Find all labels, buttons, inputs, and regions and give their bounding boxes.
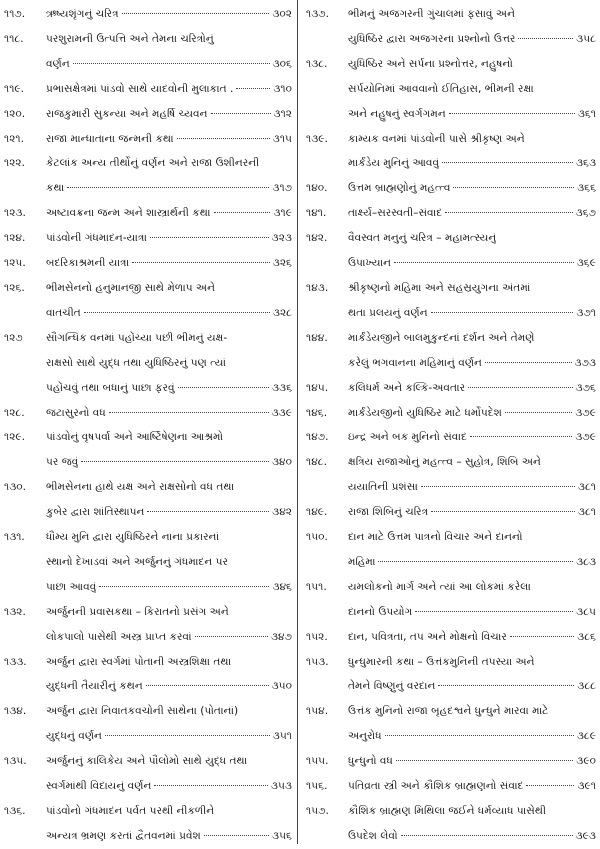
entry-number: ૧૫૪. xyxy=(306,705,329,718)
toc-entry xyxy=(306,401,596,426)
entry-title-line: યુદ્ધનું વર્ણન xyxy=(46,730,102,743)
entry-number: ૧૩૯. xyxy=(306,132,328,145)
entry-title-line: પાંડવોનો ગંધમાદન પર્વત પરથી નીકળીને xyxy=(46,805,215,817)
entry-page-number: ૩૫૮ xyxy=(576,32,596,45)
toc-entry xyxy=(306,575,596,625)
entry-number: ૧૧૮. xyxy=(4,32,24,45)
toc-entry xyxy=(4,425,292,475)
entry-number: ૧૫૫. xyxy=(306,755,329,768)
entry-title-line: કામ્યક વનમાં પાંડવોની પાસે શ્રીકૃષ્ણ અને xyxy=(348,132,525,145)
leader-dots xyxy=(378,561,573,562)
entry-page-number: ૩૯૩ xyxy=(575,829,596,842)
leader-dots xyxy=(109,412,269,413)
entry-title-line: પ્રભાસક્ષેત્રમાં પાંડવો સાથે યાદવોની મુલાકાત . xyxy=(46,82,234,95)
entry-title-line: અર્જુન દ્વારા સ્વર્ગમાં પોતાની અસ્ત્રશિક્ષા તથા xyxy=(46,655,232,668)
leader-dots xyxy=(147,511,269,512)
entry-title-line: યુદ્ધની તૈયારીનું કથન xyxy=(46,680,143,693)
leader-dots xyxy=(211,113,271,114)
leader-dots xyxy=(396,760,573,761)
entry-title-line: યયાતિની પ્રશંસા xyxy=(348,481,418,494)
entry-title-line: ભીમસેનનો હનુમાનજી સાથે મેળાપ અને xyxy=(46,281,216,294)
entry-number: ૧૨૫. xyxy=(4,257,26,270)
toc-entry xyxy=(306,774,596,799)
entry-title-line: ઋષ્યશૃંગનું ચરિત્ર xyxy=(46,8,119,20)
toc-entry xyxy=(4,699,292,749)
entry-title-line: અર્જુન દ્વારા નિવાતકવચોની સાથેના (પોતાનાં) xyxy=(46,705,239,718)
toc-entry xyxy=(4,127,292,152)
entry-number: ૧૨૯. xyxy=(4,431,26,444)
toc-column-right xyxy=(306,2,596,849)
entry-page-number: ૩૭૩ xyxy=(574,356,596,369)
entry-number: ૧૪૩. xyxy=(306,281,329,294)
leader-dots xyxy=(431,511,575,512)
leader-dots xyxy=(81,461,269,462)
toc-entry xyxy=(306,425,596,450)
entry-number: ૧૨૩. xyxy=(4,207,26,220)
leader-dots xyxy=(214,212,271,213)
leader-dots xyxy=(195,636,268,637)
entry-title-line: માર્કંડેય મુનિનું આવવું xyxy=(348,157,440,170)
entry-title-line: અન્યત્ર ભ્રમણ કરતાં દ્વૈતવનમાં પ્રવેશ xyxy=(46,829,201,842)
toc-entry xyxy=(4,475,292,525)
entry-title-line: કૌશિક બ્રાહ્મણ મિથિલા જઈને ધર્મવ્યાધ પાસેથી xyxy=(348,805,546,817)
toc-column-left xyxy=(4,2,292,849)
leader-dots xyxy=(105,735,270,736)
entry-title-line: અનુરોધ xyxy=(348,730,382,743)
toc-entry xyxy=(4,151,292,201)
entry-title-line: લોકપાલો પાસેથી અસ્ત્ર પ્રાપ્ત કરવાં xyxy=(46,630,192,643)
entry-title-line: વાતચીત xyxy=(46,306,81,319)
leader-dots xyxy=(505,412,572,413)
entry-page-number: ૩૧૫ xyxy=(272,132,292,145)
entry-title-line: સર્પયોનિમાં આવવાનો ઈતિહાસ, ભીમની રક્ષા xyxy=(348,82,534,95)
entry-page-number: ૩૯૧ xyxy=(577,780,596,793)
entry-page-number: ૩૯૦ xyxy=(576,755,596,768)
entry-title-line: રાજકુમારી સુકન્યા અને મહર્ષિ ચ્યવન xyxy=(46,107,208,120)
entry-page-number: ૩૨૬ xyxy=(272,257,292,270)
toc-entry xyxy=(4,77,292,102)
entry-number: ૧૪૪. xyxy=(306,331,328,344)
toc-entry xyxy=(306,52,596,127)
toc-entry xyxy=(4,276,292,326)
leader-dots xyxy=(468,387,573,388)
entry-title-line: પાંડવોનું વૃષપર્વા અને આર્ષ્ટિષેણના આશ્રમો xyxy=(46,431,224,444)
entry-page-number: ૩૬૯ xyxy=(576,257,596,270)
entry-page-number: ૩૬૬ xyxy=(577,182,596,195)
entry-number: ૧૩૨. xyxy=(4,605,26,618)
leader-dots xyxy=(177,138,270,139)
entry-page-number: ૩૨૮ xyxy=(272,306,292,319)
entry-page-number: ૩૭૯ xyxy=(575,431,596,444)
entry-page-number: ૩૫૩ xyxy=(270,780,292,793)
entry-number: ૧૩૪. xyxy=(4,705,27,718)
leader-dots xyxy=(431,312,574,313)
entry-title-line: બદરિકાશ્રમની યાત્રા xyxy=(46,257,130,270)
toc-entry xyxy=(306,749,596,774)
entry-page-number: ૩૩૬ xyxy=(271,381,292,394)
toc-entry xyxy=(306,376,596,401)
entry-title-line: અને નહુષનું સ્વર્ગગમન xyxy=(348,107,446,120)
toc-entry xyxy=(4,600,292,650)
leader-dots xyxy=(401,835,573,836)
entry-title-line: માર્કંડેયજીને બાલમુકુન્દનાં દર્શન અને તેમણે xyxy=(348,331,535,344)
entry-title-line: પાંડવોની ગંધમાદન-યાત્રા xyxy=(46,232,148,245)
entry-title-line: પાછા આવવું xyxy=(46,580,97,593)
entry-page-number: ૩૫૬ xyxy=(272,829,292,842)
entry-title-line: સૌગન્ધિક વનમાં પહોંચ્યા પછી ભીમનું યક્ષ- xyxy=(46,331,228,344)
leader-dots xyxy=(178,387,269,388)
entry-page-number: ૩૮૧ xyxy=(577,506,596,519)
leader-dots xyxy=(442,162,573,163)
leader-dots xyxy=(146,685,269,686)
entry-page-number: ૩૮૬ xyxy=(577,630,596,643)
entry-title-line: માર્કંડેયજીનો યુધિષ્ઠિર માટે ધર્મોપદેશ xyxy=(348,406,502,419)
toc-entry xyxy=(306,450,596,500)
entry-page-number: ૩૪૨ xyxy=(272,506,292,519)
entry-number: ૧૪૦. xyxy=(306,182,328,195)
toc-entry xyxy=(306,176,596,201)
toc-entry xyxy=(306,625,596,650)
entry-page-number: ૩૮૯ xyxy=(576,730,596,743)
toc-entry xyxy=(306,326,596,376)
entry-title-line: જટાસુરનો વધ xyxy=(46,406,106,419)
entry-title-line: યુધિષ્ઠિર દ્વારા અજગરના પ્રશ્નોનો ઉત્તર xyxy=(348,32,516,45)
entry-title-line: ઉપાખ્યાન xyxy=(348,257,392,270)
leader-dots xyxy=(385,735,574,736)
leader-dots xyxy=(453,187,574,188)
entry-title-line: અષ્ટાવક્રના જન્મ અને શાસ્ત્રાર્થની કથા xyxy=(46,207,211,220)
entry-number: ૧૫૬. xyxy=(306,780,328,793)
toc-entry xyxy=(306,699,596,749)
entry-page-number: ૩૫૦ xyxy=(271,680,292,693)
entry-title-line: ધુન્ધુનો વધ xyxy=(348,755,393,768)
entry-title-line: કરેલું ભગવાનના મહિમાનું વર્ણન xyxy=(348,356,482,369)
toc-entry xyxy=(4,650,292,700)
entry-title-line: સ્થાનો દેખાડવાં અને અર્જુનનું ગંધમાદન પર xyxy=(46,555,228,568)
entry-number: ૧૩૧. xyxy=(4,531,25,544)
entry-title-line: કથા xyxy=(46,182,65,195)
entry-number: ૧૨૭ xyxy=(4,331,23,344)
toc-entry xyxy=(4,799,292,849)
entry-page-number: ૩૮૩ xyxy=(576,555,596,568)
entry-title-line: ઉત્તંક મુનિનો રાજા બૃહદશ્વને ધુન્ધુને મારવા માટે xyxy=(348,705,549,718)
entry-title-line: કુબેર દ્વારા શાંતિસ્થાપન xyxy=(46,506,145,519)
entry-title-line: ક્ષત્રિય રાજાઓનું મહત્ત્વ – સુહોત્ર, શિબિ અને xyxy=(348,456,541,469)
entry-number: ૧૫૭. xyxy=(306,805,329,817)
entry-number: ૧૨૬. xyxy=(4,281,25,294)
entry-page-number: ૩૬૧ xyxy=(577,107,596,120)
leader-dots xyxy=(150,237,269,238)
toc-entry xyxy=(4,226,292,251)
toc-entry xyxy=(4,401,292,426)
entry-page-number: ૩૮૧ xyxy=(577,481,596,494)
column-divider xyxy=(297,0,298,844)
entry-number: ૧૩૬. xyxy=(4,805,26,817)
toc-entry xyxy=(4,2,292,27)
entry-number: ૧૪૭. xyxy=(306,431,329,444)
entry-title-line: કલિધર્મ અને કલ્કિ-અવતાર xyxy=(348,381,466,394)
toc-entry xyxy=(306,525,596,575)
entry-number: ૧૪૫. xyxy=(306,381,329,394)
entry-title-line: થતા પ્રલયનું વર્ણન xyxy=(348,306,428,319)
toc-entry xyxy=(4,102,292,127)
entry-number: ૧૫૧. xyxy=(306,580,327,593)
leader-dots xyxy=(470,436,572,437)
entry-title-line: વૈવસ્વત મનુનું ચરિત્ર – મહામત્સ્યનું xyxy=(348,232,497,245)
entry-page-number: ૩૭૧ xyxy=(576,306,596,319)
leader-dots xyxy=(449,113,575,114)
entry-title-line: તેમને વિષ્ણુનું વરદાન xyxy=(348,680,436,693)
entry-page-number: ૩૭૬ xyxy=(575,381,596,394)
entry-number: ૧૪૧. xyxy=(306,207,327,220)
entry-title-line: યમલોકનો માર્ગ અને ત્યાં આ લોકમાં કરેલા xyxy=(348,580,531,593)
leader-dots xyxy=(73,63,270,64)
entry-number: ૧૪૨. xyxy=(306,232,328,245)
toc-entry xyxy=(4,251,292,276)
entry-number: ૧૨૧. xyxy=(4,132,24,145)
entry-page-number: ૩૫૧ xyxy=(272,730,292,743)
entry-number: ૧૩૭. xyxy=(306,8,329,20)
entry-title-line: પરશુરામની ઉત્પત્તિ અને તેમના ચરિત્રોનું xyxy=(46,32,214,45)
entry-title-line: સ્વર્ગમાંથી વિદાયનું વર્ણન xyxy=(46,780,152,793)
toc-entry xyxy=(4,201,292,226)
entry-page-number: ૩૬૩ xyxy=(575,157,596,170)
entry-title-line: રાજા શિબિનું ચરિત્ર xyxy=(348,506,429,519)
entry-page-number: ૩૨૩ xyxy=(271,232,292,245)
entry-page-number: ૩૦૬ xyxy=(272,57,292,70)
entry-page-number: ૩૧૦ xyxy=(273,82,292,95)
leader-dots xyxy=(485,362,572,363)
entry-title-line: વર્ણન xyxy=(46,57,70,70)
entry-title-line: અર્જુનની પ્રવાસકથા – કિરાતનો પ્રસંગ અને xyxy=(46,605,229,618)
leader-dots xyxy=(122,13,270,14)
toc-entry xyxy=(4,749,292,799)
entry-title-line: કેટલાંક અન્ય તીર્થોનું વર્ણન અને રાજા ઉશીનરની xyxy=(46,157,260,170)
leader-dots xyxy=(421,486,575,487)
entry-page-number: ૩૪૦ xyxy=(271,456,292,469)
entry-number: ૧૩૩. xyxy=(4,655,27,668)
entry-number: ૧૪૮. xyxy=(306,456,327,469)
entry-number: ૧૫૨. xyxy=(306,630,328,643)
leader-dots xyxy=(132,262,270,263)
entry-title-line: દાનનો ઉપયોગ xyxy=(348,605,413,618)
entry-page-number: ૩૬૭ xyxy=(575,207,596,220)
entry-page-number: ૩૭૯ xyxy=(575,406,596,419)
toc-entry xyxy=(306,650,596,700)
entry-number: ૧૪૯. xyxy=(306,506,328,519)
leader-dots xyxy=(394,262,574,263)
entry-number: ૧૫૩. xyxy=(306,655,329,668)
leader-dots xyxy=(154,785,268,786)
toc-entry xyxy=(4,27,292,77)
toc-entry xyxy=(306,226,596,276)
entry-title-line: પહોંચવું તથા બધાનું પાછા ફરવું xyxy=(46,381,175,394)
leader-dots xyxy=(415,611,573,612)
leader-dots xyxy=(67,187,269,188)
entry-page-number: ૩૪૭ xyxy=(271,630,292,643)
entry-page-number: ૩૪૬ xyxy=(272,580,292,593)
toc-entry xyxy=(306,127,596,177)
toc-entry xyxy=(4,525,292,600)
entry-number: ૧૩૦. xyxy=(4,481,26,494)
entry-title-line: ભીમસેનના હાથે યક્ષ અને રાક્ષસોનો વધ તથા xyxy=(46,481,235,494)
toc-entry xyxy=(4,326,292,401)
entry-title-line: અર્જુનનું કાલિકેય અને પૌલોમો સાથે યુદ્ધ તથા xyxy=(46,755,248,768)
entry-title-line: શ્રીકૃષ્ણનો મહિમા અને સહસ્રયુગના અંતમાં xyxy=(348,281,531,294)
entry-number: ૧૨૦. xyxy=(4,107,26,120)
entry-page-number: ૩૩૯ xyxy=(271,406,292,419)
entry-title-line: ધુન્ધુમારની કથા – ઉત્તંકમુનિની તપસ્યા અને xyxy=(348,655,535,668)
entry-page-number: ૩૦૨ xyxy=(272,8,292,20)
entry-page-number: ૩૮૮ xyxy=(577,680,596,693)
leader-dots xyxy=(445,212,572,213)
entry-number: ૧૫૦. xyxy=(306,531,328,544)
entry-title-line: દાન, પવિત્રતા, તપ અને મોક્ષનો વિચાર xyxy=(348,630,507,643)
entry-title-line: દાન માટે ઉત્તમ પાત્રનો વિચાર અને દાનનો xyxy=(348,531,523,544)
leader-dots xyxy=(438,685,574,686)
toc-entry xyxy=(306,201,596,226)
entry-title-line: રાક્ષસો સાથે યુદ્ધ તથા યુધિષ્ઠિરનું પણ ત્યાં xyxy=(46,356,226,369)
entry-number: ૧૪૬. xyxy=(306,406,328,419)
entry-page-number: ૩૧૯ xyxy=(273,207,292,220)
toc-entry xyxy=(306,799,596,849)
entry-title-line: રાજા માન્ધાતાના જન્મની કથા xyxy=(46,132,174,145)
entry-title-line: ભીમનું અજગરની ગુંચાલમાં ફસાવું અને xyxy=(348,8,515,20)
entry-number: ૧૨૮. xyxy=(4,406,25,419)
entry-page-number: ૩૧૭ xyxy=(272,182,292,195)
leader-dots xyxy=(510,636,574,637)
leader-dots xyxy=(84,312,270,313)
leader-dots xyxy=(204,835,269,836)
leader-dots xyxy=(236,88,270,89)
leader-dots xyxy=(518,38,573,39)
entry-title-line: તાર્ક્ષ્ય–સરસ્વતી–સંવાદ xyxy=(348,207,443,220)
entry-title-line: ઇન્દ્ર અને બક મુનિનો સંવાદ xyxy=(348,431,467,444)
entry-title-line: ઉપદેશ લેવો xyxy=(348,829,398,842)
entry-number: ૧૩૮. xyxy=(306,57,328,70)
entry-number: ૧૨૨. xyxy=(4,157,25,170)
toc-entry xyxy=(306,500,596,525)
entry-number: ૧૧૯. xyxy=(4,82,25,95)
entry-number: ૧૨૪. xyxy=(4,232,26,245)
entry-page-number: ૩૧૨ xyxy=(273,107,292,120)
leader-dots xyxy=(526,785,574,786)
entry-page-number: ૩૮૫ xyxy=(576,605,596,618)
entry-number: ૧૧૭. xyxy=(4,8,26,20)
entry-title-line: ઉત્તમ બ્રાહ્મણોનું મહત્ત્વ xyxy=(348,182,451,195)
entry-title-line: મહિમા xyxy=(348,555,376,568)
entry-title-line: પર જવું xyxy=(46,456,79,469)
toc-entry xyxy=(306,276,596,326)
leader-dots xyxy=(99,586,269,587)
entry-title-line: પતિવ્રતા સ્ત્રી અને કૌશિક બ્રાહ્મણનો સંવાદ xyxy=(348,780,524,793)
entry-title-line: ધૌમ્ય મુનિ દ્વારા યુધિષ્ઠિરને નાના પ્રકારનાં xyxy=(46,531,220,544)
entry-number: ૧૩૫. xyxy=(4,755,27,768)
entry-title-line: યુધિષ્ઠિર અને સર્પના પ્રશ્નોત્તર, નહુષનો xyxy=(348,57,513,70)
toc-entry xyxy=(306,2,596,52)
